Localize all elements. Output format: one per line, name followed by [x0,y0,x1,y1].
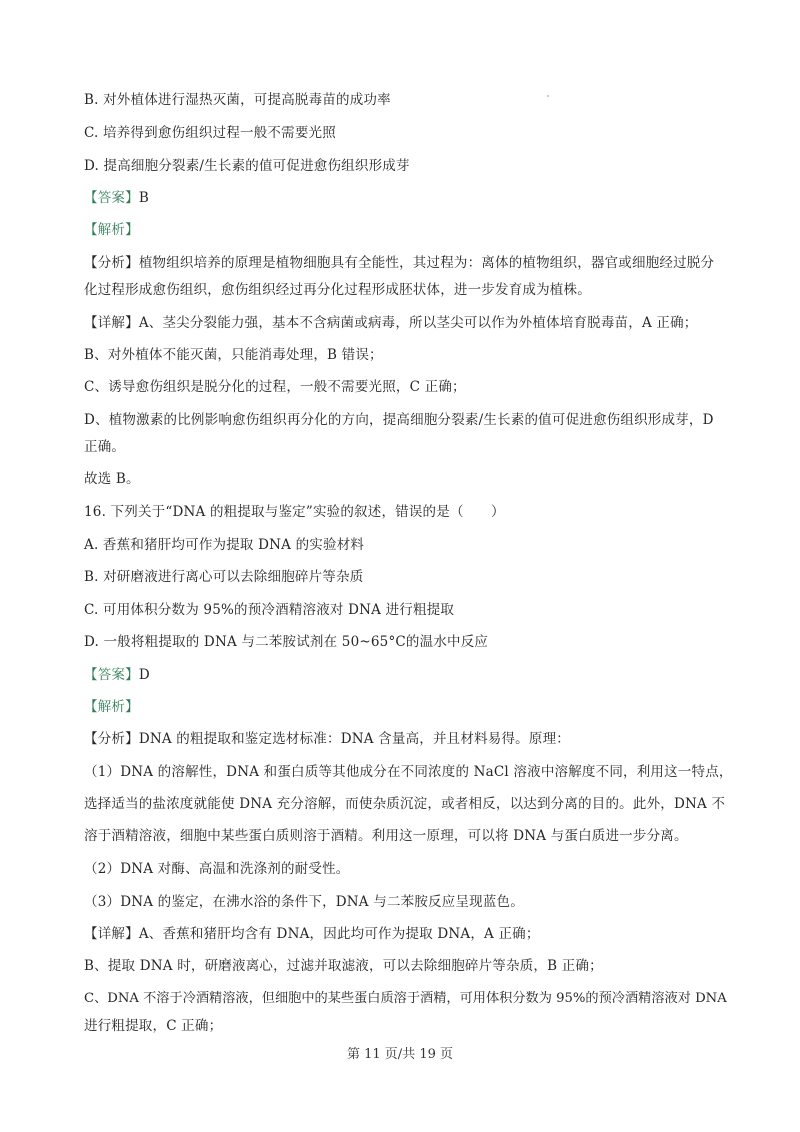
xiangjie-tag: 【详解】 [84,315,139,331]
q15-option-b: B. 对外植体进行湿热灭菌，可提高脱毒苗的成功率 [84,92,391,108]
answer-value: D [138,667,150,683]
q15-analysis-heading [84,220,724,240]
fenxi-tag: 【分析】 [84,731,139,747]
xiangjie-text: A、茎尖分裂能力强，基本不含病菌或病毒，所以茎尖可以作为外植体培育脱毒苗，A 正确； [138,315,698,331]
q16-point2: （2）DNA 对酶、高温和洗涤剂的耐受性。 [84,861,350,877]
q16-point3: （3）DNA 的鉴定，在沸水浴的条件下，DNA 与二苯胺反应呈现蓝色。 [84,894,524,910]
q16-point1-line2: 选择适当的盐浓度就能使 DNA 充分溶解，而使杂质沉淀，或者相反，以达到分离的目的。此外，DNA 不 [84,796,726,812]
fenxi-text: DNA 的粗提取和鉴定选材标准：DNA 含量高，并且材料易得。原理： [138,731,570,747]
xiangjie-tag: 【详解】 [84,926,139,942]
q15-xiangjie-a [84,313,724,333]
scan-speck [547,95,549,97]
q16-answer [84,665,724,685]
analysis-tag: 【解析】 [84,222,139,238]
q15-xiangjie-d2: 正确。 [84,439,126,455]
q15-fenxi-line1 [84,253,724,273]
page-footer: 第 11 页/共 19 页 [347,1047,453,1062]
q15-xiangjie-c: C、诱导愈伤组织是脱分化的过程，一般不需要光照，C 正确； [84,379,466,395]
q16-option-b: B. 对研磨液进行离心可以去除细胞碎片等杂质 [84,569,364,585]
q15-xiangjie-b: B、对外植体不能灭菌，只能消毒处理，B 错误； [84,347,383,363]
q15-option-d: D. 提高细胞分裂素/生长素的值可促进愈伤组织形成芽 [84,158,410,174]
q15-fenxi-line2: 化过程形成愈伤组织，愈伤组织经过再分化过程形成胚状体，进一步发育成为植株。 [84,282,591,298]
fenxi-text: 植物组织培养的原理是植物细胞具有全能性，其过程为：离体的植物组织，器官或细胞经过脱分 [138,255,715,271]
answer-value: B [138,190,149,206]
q16-option-c: C. 可用体积分数为 95%的预冷酒精溶液对 DNA 进行粗提取 [84,602,455,618]
answer-tag: 【答案】 [84,667,139,683]
xiangjie-text: A、香蕉和猪肝均含有 DNA，因此均可作为提取 DNA，A 正确； [138,926,540,942]
q16-point1-line1: （1）DNA 的溶解性，DNA 和蛋白质等其他成分在不同浓度的 NaCl 溶液中溶解度不同，利用这一特点， [84,764,733,780]
q16-point1-line3: 溶于酒精溶液，细胞中某些蛋白质则溶于酒精。利用这一原理，可以将 DNA 与蛋白质进一步分离。 [84,828,688,844]
q16-analysis-heading [84,697,724,717]
q16-xiangjie-c1: C、DNA 不溶于冷酒精溶液，但细胞中的某些蛋白质溶于酒精，可用体积分数为 95%的预冷酒精溶液对 DNA [84,991,727,1006]
q16-xiangjie-c2: 进行粗提取，C 正确； [84,1018,223,1034]
fenxi-tag: 【分析】 [84,255,139,271]
answer-tag: 【答案】 [84,190,139,206]
q15-answer [84,188,724,208]
q16-option-d: D. 一般将粗提取的 DNA 与二苯胺试剂在 50~65°C的温水中反应 [84,634,489,650]
q16-stem: 16. 下列关于“DNA 的粗提取与鉴定”实验的叙述，错误的是（ ） [84,504,505,520]
q15-option-c: C. 培养得到愈伤组织过程一般不需要光照 [84,125,336,141]
analysis-tag: 【解析】 [84,699,139,715]
q16-xiangjie-a [84,924,724,944]
q16-fenxi-intro [84,729,724,749]
q15-conclusion: 故选 B。 [84,471,140,487]
q16-xiangjie-b: B、提取 DNA 时，研磨液离心，过滤并取滤液，可以去除细胞碎片等杂质，B 正确； [84,958,603,974]
q16-option-a: A. 香蕉和猪肝均可作为提取 DNA 的实验材料 [84,537,365,553]
q15-xiangjie-d1: D、植物激素的比例影响愈伤组织再分化的方向，提高细胞分裂素/生长素的值可促进愈伤组织形成芽，D [84,412,714,428]
